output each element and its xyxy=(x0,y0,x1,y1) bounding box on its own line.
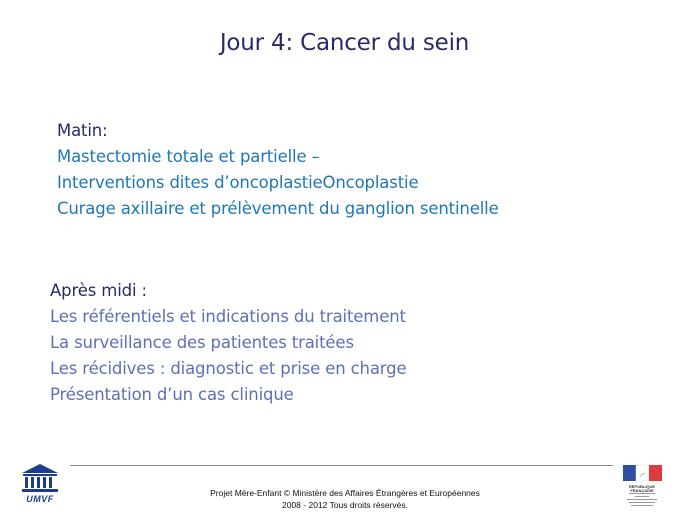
afternoon-item: Présentation d’un cas clinique xyxy=(50,385,294,404)
umvf-logo xyxy=(18,462,62,508)
morning-item: Curage axillaire et prélèvement du ganglion sentinelle xyxy=(57,199,499,218)
morning-section xyxy=(57,118,499,222)
afternoon-item: La surveillance des patientes traitées xyxy=(50,333,354,352)
footer-copyright: Projet Mère-Enfant © Ministère des Affaires Étrangères et Européennes xyxy=(210,488,480,498)
morning-item: Interventions dites d’oncoplastieOncoplastie xyxy=(57,173,419,192)
ministry-text-lines xyxy=(619,491,665,513)
afternoon-item: Les récidives : diagnostic et prise en charge xyxy=(50,359,407,378)
afternoon-section xyxy=(50,278,406,408)
republique-text: RÉPUBLIQUE FRANÇAISE xyxy=(628,484,656,493)
footer-rights: 2008 - 2012 Tous droits réservés. xyxy=(282,500,408,510)
morning-heading: Matin: xyxy=(57,121,108,140)
ministry-logo xyxy=(619,463,665,513)
french-flag-icon xyxy=(619,463,665,483)
temple-icon xyxy=(18,462,62,494)
morning-item: Mastectomie totale et partielle – xyxy=(57,147,320,166)
afternoon-item: Les référentiels et indications du traitement xyxy=(50,307,406,326)
afternoon-heading: Après midi : xyxy=(50,281,147,300)
slide-title: Jour 4: Cancer du sein xyxy=(219,30,470,56)
umvf-logo-text: UMVF xyxy=(26,494,54,504)
footer-divider xyxy=(70,465,613,466)
